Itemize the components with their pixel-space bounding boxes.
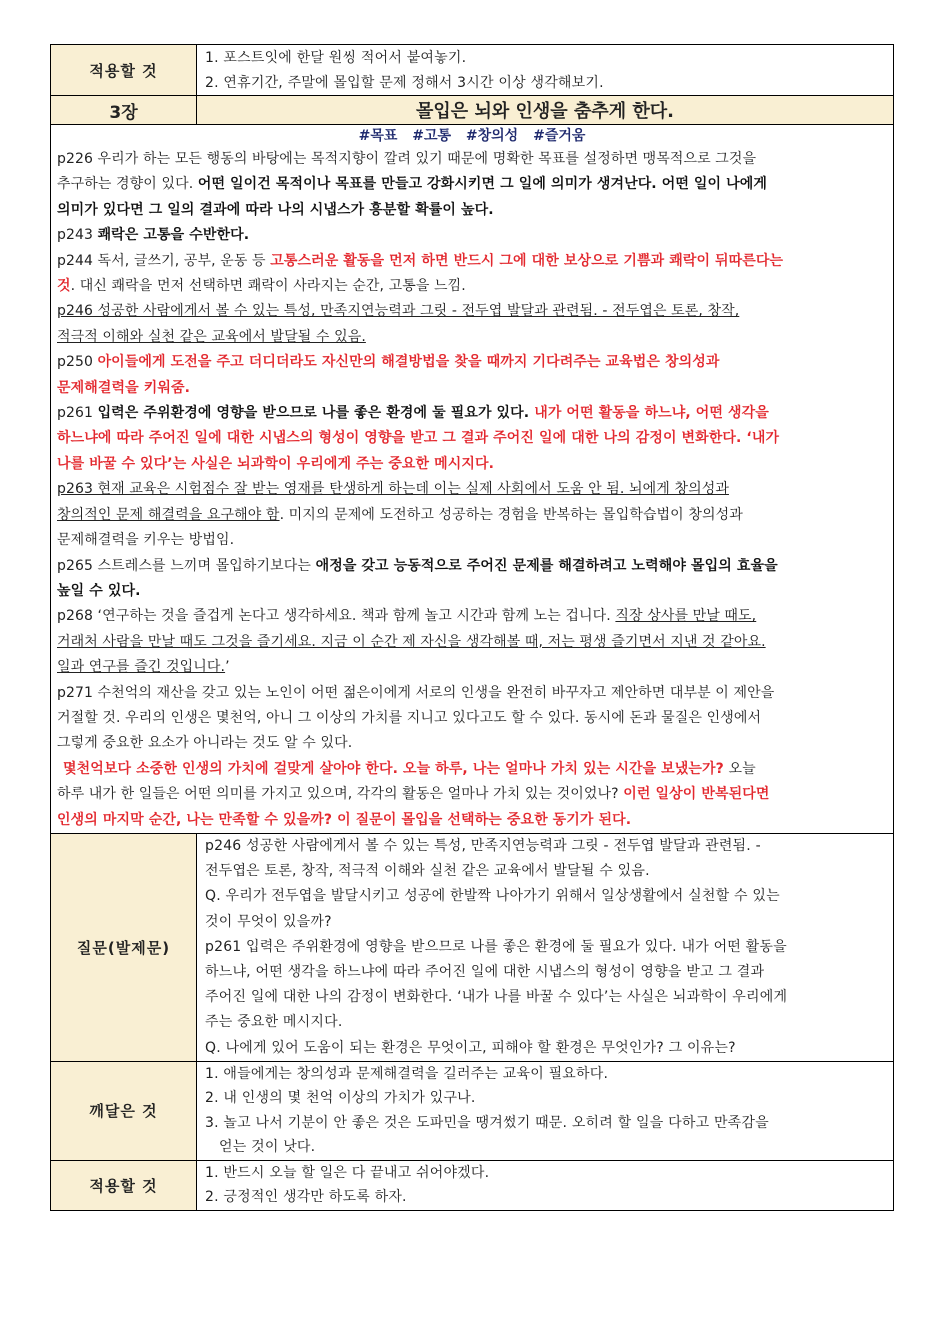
body-line: 의미가 있다면 그 일의 결과에 따라 나의 시냅스가 흥분할 확률이 높다. [57, 201, 494, 218]
chapter-title: 몰입은 뇌와 인생을 춤추게 한다. [197, 96, 894, 125]
question-line: Q. 나에게 있어 도움이 되는 환경은 무엇이고, 피해야 할 환경은 무엇인가? 그 이유는? [205, 1039, 736, 1056]
realized-line: 2. 내 인생의 몇 천억 이상의 가치가 있구나. [205, 1090, 476, 1107]
body-line: p226 우리가 하는 모든 행동의 바탕에는 목적지향이 깔려 있기 때문에 명확한 목표를 설정하면 맹목적으로 그것을 [57, 151, 757, 167]
body-line: p243 쾌락은 고통을 수반한다. [57, 227, 250, 244]
body-line: p250 아이들에게 도전을 주고 더디더라도 자신만의 해결방법을 찾을 때까지 기다려주는 교육법은 창의성과 [57, 354, 720, 371]
bottom-apply-label: 적용할 것 [51, 1160, 197, 1210]
body-line: 일과 연구를 즐긴 것입니다.’ [57, 659, 230, 676]
bottom-apply-row [51, 1160, 894, 1210]
question-line: 하느냐, 어떤 생각을 하느냐에 따라 주어진 일에 대한 시냅스의 형성이 영향을 받고 그 결과 [205, 963, 765, 980]
body-line: 문제해결력을 키우는 방법임. [57, 532, 235, 549]
top-apply-row [51, 45, 894, 96]
question-line: Q. 우리가 전두엽을 발달시키고 성공에 한발짝 나아가기 위해서 일상생활에서 실천할 수 있는 [205, 888, 780, 905]
chapter-number: 3장 [51, 96, 197, 125]
body-line: 거절할 것. 우리의 인생은 몇천억, 아니 그 이상의 가치를 지니고 있다고도 할 수 있다. 동시에 돈과 물질은 인생에서 [57, 709, 762, 726]
body-line: p244 독서, 글쓰기, 공부, 운동 등 고통스러운 활동을 먼저 하면 반드시 그에 대한 보상으로 기쁨과 쾌락이 뒤따른다는 [57, 252, 784, 269]
body-line: p261 입력은 주위환경에 영향을 받으므로 나를 좋은 환경에 둘 필요가 있다. 내가 어떤 활동을 하느냐, 어떤 생각을 [57, 405, 769, 422]
body-line: 문제해결력을 키워줌. [57, 379, 191, 396]
body-line: p265 스트레스를 느끼며 몰입하기보다는 애정을 갖고 능동적으로 주어진 문제를 해결하려고 노력해야 몰입의 효율을 [57, 557, 778, 574]
bottom-apply-line-1: 1. 반드시 오늘 할 일은 다 끝내고 쉬어야겠다. [205, 1164, 490, 1181]
body-line: 적극적 이해와 실천 같은 교육에서 발달될 수 있음. [57, 328, 366, 345]
body-line: 하루 내가 한 일들은 어떤 의미를 가지고 있으며, 각각의 활동은 얼마나 가치 있는 것이었나? 이런 일상이 반복된다면 [57, 786, 770, 803]
body-line: 그렇게 중요한 요소가 아니라는 것도 알 수 있다. [57, 735, 353, 752]
chapter-body [51, 125, 894, 834]
body-line: p263 현재 교육은 시험점수 잘 받는 영재를 탄생하게 하는데 이는 실제 사회에서 도움 안 됨. 뇌에게 창의성과 [57, 481, 729, 498]
body-line: p246 성공한 사람에게서 볼 수 있는 특성, 만족지연능력과 그릿 - 전두엽 발달과 관련됨. - 전두엽은 토론, 창작, [57, 303, 740, 320]
body-line: 몇천억보다 소중한 인생의 가치에 걸맞게 살아야 한다. 오늘 하루, 나는 얼마나 가치 있는 시간을 보냈는가? 오늘 [63, 760, 756, 777]
top-apply-content [197, 45, 894, 96]
top-apply-line-1: 1. 포스트잇에 한달 원씽 적어서 붙여놓기. [205, 50, 467, 66]
realized-content [197, 1061, 894, 1160]
top-apply-line-2: 2. 연휴기간, 주말에 몰입할 문제 정해서 3시간 이상 생각해보기. [205, 74, 604, 91]
realized-line: 1. 애들에게는 창의성과 문제해결력을 길러주는 교육이 필요하다. [205, 1065, 609, 1082]
question-line: 주어진 일에 대한 나의 감정이 변화한다. ‘내가 나를 바꿀 수 있다’는 사실은 뇌과학이 우리에게 [205, 989, 788, 1006]
chapter-row [51, 96, 894, 125]
body-line: 창의적인 문제 해결력을 요구해야 함. 미지의 문제에 도전하고 성공하는 경험을 반복하는 몰입학습법이 창의성과 [57, 506, 743, 523]
question-line: 전두엽은 토론, 창작, 적극적 이해와 실천 같은 교육에서 발달될 수 있음. [205, 863, 650, 880]
hashtags: #목표 #고통 #창의성 #즐거움 [358, 128, 586, 144]
realized-label: 깨달은 것 [51, 1061, 197, 1160]
body-line: 인생의 마지막 순간, 나는 만족할 수 있을까? 이 질문이 몰입을 선택하는 중요한 동기가 된다. [57, 811, 632, 828]
question-line: p246 성공한 사람에게서 볼 수 있는 특성, 만족지연능력과 그릿 - 전두엽 발달과 관련됨. - [205, 837, 761, 854]
question-line: p261 입력은 주위환경에 영향을 받으므로 나를 좋은 환경에 둘 필요가 있다. 내가 어떤 활동을 [205, 938, 787, 955]
body-line: p271 수천억의 재산을 갖고 있는 노인이 어떤 젊은이에게 서로의 인생을 완전히 바꾸자고 제안하면 대부분 이 제안을 [57, 684, 775, 701]
realized-row [51, 1061, 894, 1160]
reading-log-sheet [50, 44, 893, 1211]
body-line: 거래처 사람을 만날 때도 그것을 즐기세요. 지금 이 순간 제 자신을 생각해볼 때, 저는 평생 즐기면서 지낸 것 같아요. [57, 633, 766, 650]
body-line: 것. 대신 쾌락을 먼저 선택하면 쾌락이 사라지는 순간, 고통을 느낌. [57, 278, 466, 295]
body-line: 하느냐에 따라 주어진 일에 대한 시냅스의 형성이 영향을 받고 그 결과 주어진 일에 대한 나의 감정이 변화한다. ‘내가 [57, 430, 780, 447]
body-line: p268 ‘연구하는 것을 즐겁게 논다고 생각하세요. 책과 함께 놀고 시간과 함께 노는 겁니다. 직장 상사를 만날 때도, [57, 608, 757, 625]
question-line: 것이 무엇이 있을까? [205, 913, 332, 930]
body-line: 높일 수 있다. [57, 582, 141, 599]
questions-row [51, 833, 894, 1061]
chapter-body-row [51, 125, 894, 834]
top-apply-label: 적용할 것 [51, 45, 197, 96]
questions-label: 질문(발제문) [51, 833, 197, 1061]
question-line: 주는 중요한 메시지다. [205, 1014, 343, 1031]
bottom-apply-line-2: 2. 긍정적인 생각만 하도록 하자. [205, 1189, 407, 1206]
questions-content [197, 833, 894, 1061]
realized-line: 얻는 것이 낫다. [219, 1139, 316, 1156]
realized-line: 3. 놀고 나서 기분이 안 좋은 것은 도파민을 땡겨썼기 때문. 오히려 할 일을 다하고 만족감을 [205, 1114, 769, 1131]
bottom-apply-content [197, 1160, 894, 1210]
body-line: 추구하는 경향이 있다. 어떤 일이건 목적이나 목표를 만들고 강화시키면 그 일에 의미가 생겨난다. 어떤 일이 나에게 [57, 176, 768, 193]
body-line: 나를 바꿀 수 있다’는 사실은 뇌과학이 우리에게 주는 중요한 메시지다. [57, 455, 495, 472]
reading-log-table [50, 44, 894, 1211]
